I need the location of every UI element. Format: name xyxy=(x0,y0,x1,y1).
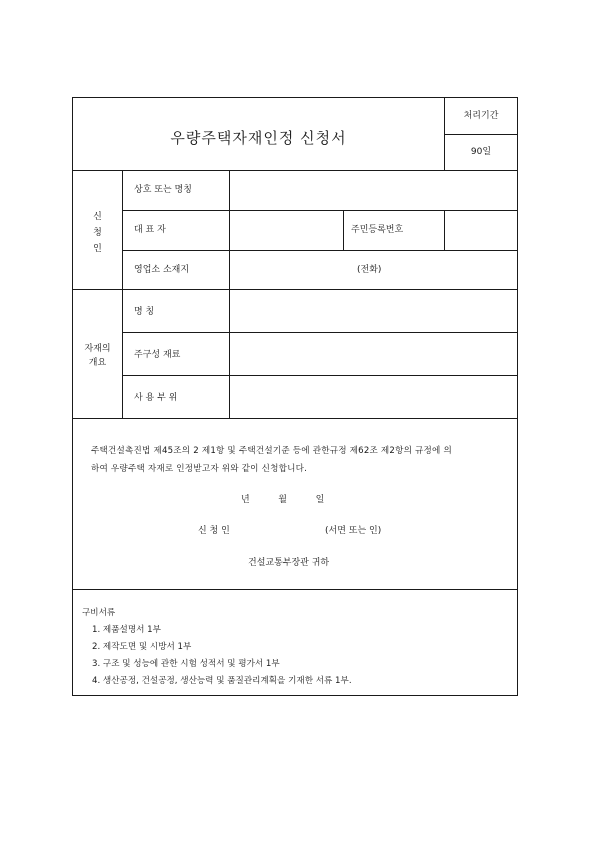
material-label-line-2: 개요 xyxy=(88,358,107,368)
applicant-row2-line xyxy=(122,250,518,251)
applicant-row1-line xyxy=(122,210,518,211)
applicant-label-char-2: 청 xyxy=(93,228,102,238)
usage-location-label: 사 용 부 위 xyxy=(134,393,178,403)
applicant-section-label xyxy=(73,209,122,257)
main-material-label: 주구성 재료 xyxy=(134,350,181,360)
material-row2-line xyxy=(122,375,518,376)
office-address-label: 영업소 소재지 xyxy=(134,265,190,275)
processing-divider xyxy=(444,134,518,135)
product-name-label: 명 칭 xyxy=(134,307,155,317)
documents-heading: 구비서류 xyxy=(82,608,116,618)
statement-line-1: 주택건설촉진법 제45조의 2 제1항 및 주택건설기준 등에 관한규정 제62조 제2항의 규정에 의 xyxy=(91,446,452,456)
applicant-label-char-3: 인 xyxy=(93,244,102,254)
material-label-line-1: 자재의 xyxy=(84,344,111,354)
applicant-label-char-1: 신 xyxy=(93,212,102,222)
application-date: 년 월 일 xyxy=(241,495,325,505)
phone-label: (전화) xyxy=(357,265,382,275)
signature-label: (서면 또는 인) xyxy=(325,526,382,536)
document-item-2: 2. 제작도면 및 시방서 1부 xyxy=(92,642,192,652)
material-section-label xyxy=(73,342,122,370)
form-title: 우량주택자재인정 신청서 xyxy=(170,129,347,147)
material-row1-line xyxy=(122,332,518,333)
resident-label-left-line xyxy=(343,210,344,250)
addressee: 건설교통부장관 귀하 xyxy=(248,558,330,568)
document-item-3: 3. 구조 및 성능에 관한 시험 성적서 및 평가서 1부 xyxy=(92,659,280,669)
material-label-column-line xyxy=(229,289,230,418)
statement-line-2: 하여 우량주택 자재로 인정받고자 위와 같이 신청합니다. xyxy=(91,464,308,474)
applicant-sign-label: 신 청 인 xyxy=(198,526,230,536)
address-label-column-line xyxy=(229,250,230,289)
statement-bottom-line xyxy=(73,589,518,590)
material-bottom-line xyxy=(73,418,518,419)
processing-period-label: 처리기간 xyxy=(463,111,499,121)
applicant-bottom-line xyxy=(73,289,518,290)
application-statement xyxy=(91,442,501,478)
header-bottom-line xyxy=(73,170,518,171)
representative-label: 대 표 자 xyxy=(134,225,166,235)
resident-label-right-line xyxy=(444,210,445,250)
company-name-label: 상호 또는 명칭 xyxy=(134,185,192,195)
application-form xyxy=(72,97,518,696)
section-label-divider xyxy=(122,170,123,418)
document-item-4: 4. 생산공정, 건설공정, 생산능력 및 품질관리계획을 기재한 서류 1부. xyxy=(92,676,352,686)
processing-period-value: 90일 xyxy=(470,147,492,157)
resident-number-label: 주민등록번호 xyxy=(351,225,404,235)
document-item-1: 1. 제품설명서 1부 xyxy=(92,625,161,635)
